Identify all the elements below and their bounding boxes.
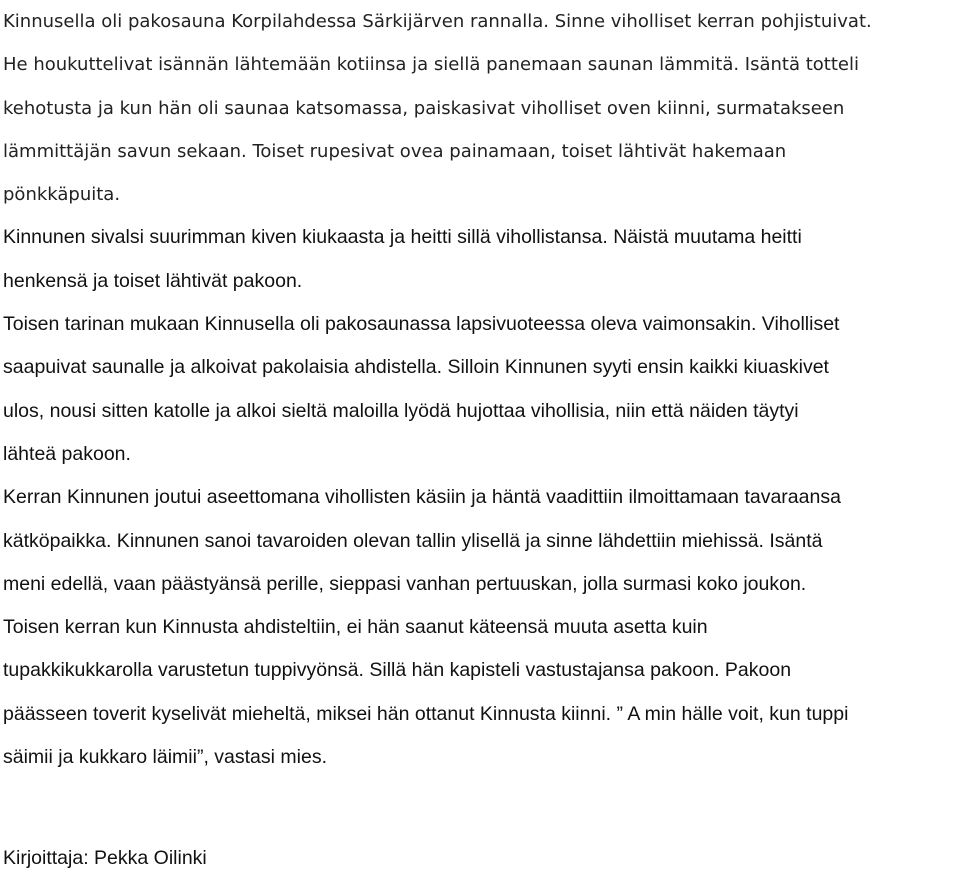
text-line: kehotusta ja kun hän oli saunaa katsomassa, paiskasivat viholliset oven kiinni, surmatakseen bbox=[3, 97, 845, 119]
text-line: lämmittäjän savun sekaan. Toiset rupesivat ovea painamaan, toiset lähtivät hakemaan bbox=[3, 140, 787, 162]
text-line: Kinnusella oli pakosauna Korpilahdessa Särkijärven rannalla. Sinne viholliset kerran pohjistuivat. bbox=[3, 11, 872, 32]
paragraph-4 bbox=[3, 476, 957, 606]
text-line: meni edellä, vaan päästyänsä perille, sieppasi vanhan pertuuskan, jolla surmasi koko joukon. bbox=[3, 572, 807, 595]
text-line: saapuivat saunalle ja alkoivat pakolaisia ahdistella. Silloin Kinnunen syyti ensin kaikki kiuaskivet bbox=[3, 356, 829, 379]
paragraph-2 bbox=[3, 216, 957, 303]
paragraph-5 bbox=[3, 606, 957, 779]
text-line: He houkuttelivat isännän lähtemään kotiinsa ja siellä panemaan saunan lämmitä. Isäntä totteli bbox=[3, 54, 860, 76]
paragraph-3 bbox=[3, 303, 957, 476]
text-line: Toisen kerran kun Kinnusta ahdisteltiin, ei hän saanut käteensä muuta asetta kuin bbox=[3, 616, 708, 639]
text-line: henkensä ja toiset lähtivät pakoon. bbox=[3, 269, 303, 292]
text-line: päässeen toverit kyselivät mieheltä, miksei hän ottanut Kinnusta kiinni. ” A min hälle voit, kun tuppi bbox=[3, 702, 849, 725]
text-line: pönkkäpuita. bbox=[3, 184, 121, 206]
text-line: Toisen tarinan mukaan Kinnusella oli pakosaunassa lapsivuoteessa oleva vaimonsakin. Viholliset bbox=[3, 313, 840, 336]
author-credit: Kirjoittaja: Pekka Oilinki bbox=[3, 847, 207, 869]
text-line: säimii ja kukkaro läimii”, vastasi mies. bbox=[3, 746, 327, 769]
text-line: ulos, nousi sitten katolle ja alkoi sieltä maloilla lyödä hujottaa vihollisia, niin että näiden täytyi bbox=[3, 399, 799, 422]
text-line: lähteä pakoon. bbox=[3, 442, 131, 465]
text-line: tupakkikukkarolla varustetun tuppivyönsä. Sillä hän kapisteli vastustajansa pakoon. Pakoon bbox=[3, 659, 792, 682]
document-body bbox=[3, 0, 957, 779]
text-line: Kinnunen sivalsi suurimman kiven kiukaasta ja heitti sillä vihollistansa. Näistä muutama heitti bbox=[3, 226, 802, 249]
text-line: Kerran Kinnunen joutui aseettomana vihollisten käsiin ja häntä vaadittiin ilmoittamaan tavaraansa bbox=[3, 486, 841, 509]
text-line: kätköpaikka. Kinnunen sanoi tavaroiden olevan tallin ylisellä ja sinne lähdettiin miehissä. Isäntä bbox=[3, 529, 823, 552]
paragraph-1 bbox=[3, 0, 957, 216]
